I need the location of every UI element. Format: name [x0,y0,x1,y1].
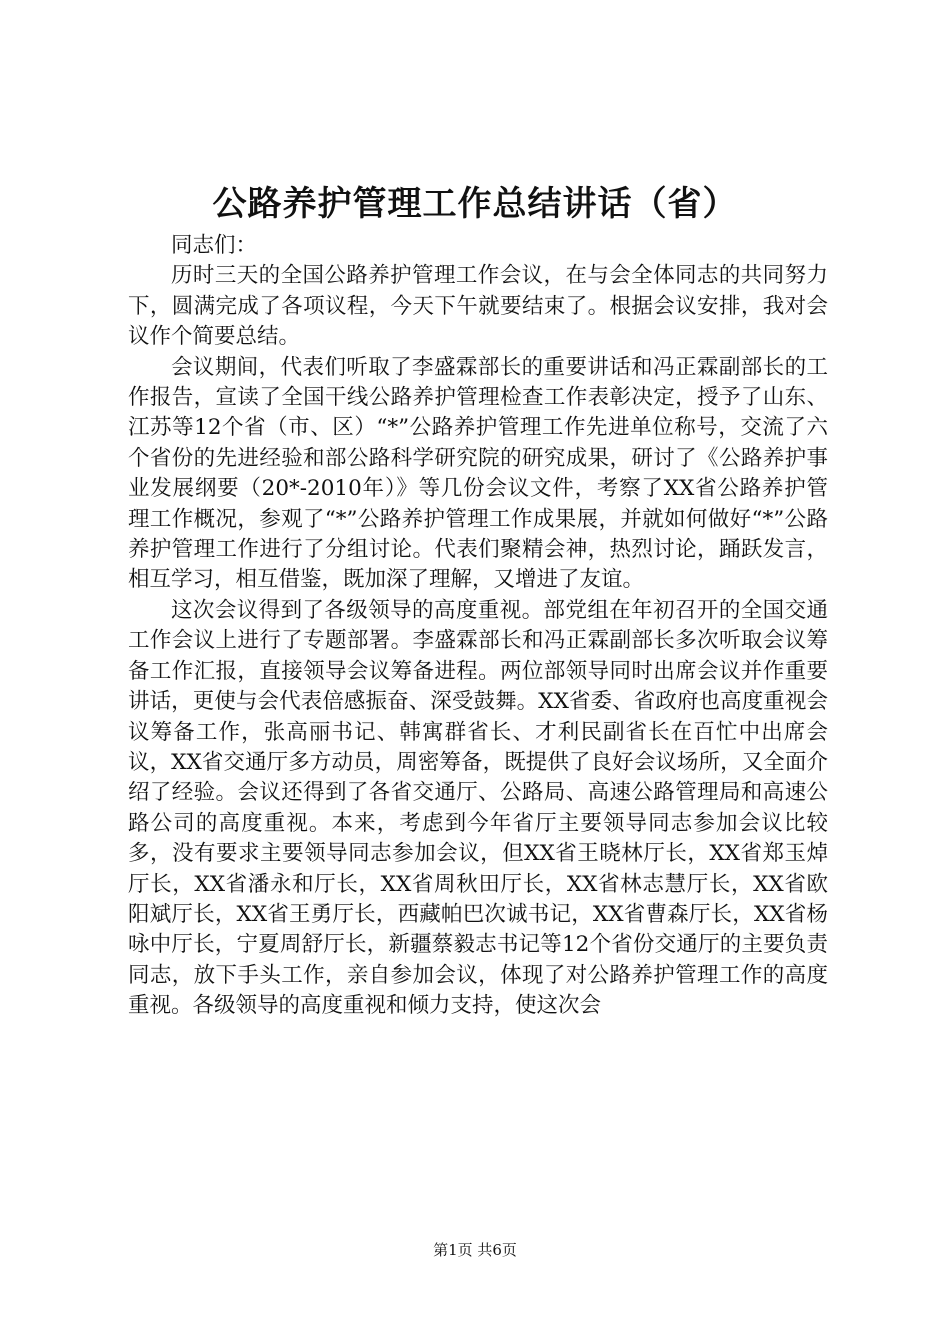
page-number-footer: 第1页 共6页 [433,1241,517,1259]
paragraph-2: 会议期间，代表们听取了李盛霖部长的重要讲话和冯正霖副部长的工作报告，宣读了全国干线公路养护管理检查工作表彰决定，授予了山东、江苏等12个省（市、区）“*”公路养护管理工作先进单位称号，交流了六个省份的先进经验和部公路科学研究院的研究成果，研讨了《公路养护事业发展纲要（20*-2010年）》等几份会议文件，考察了XX省公路养护管理工作概况，参观了“*”公路养护管理工作成果展，并就如何做好“*”公路养护管理工作进行了分组讨论。代表们聚精会神，热烈讨论，踊跃发言，相互学习，相互借鉴，既加深了理解，又增进了友谊。 [128,354,828,593]
document-title: 公路养护管理工作总结讲话（省） [212,184,738,224]
paragraph-1: 历时三天的全国公路养护管理工作会议，在与会全体同志的共同努力下，圆满完成了各项议程，今天下午就要结束了。根据会议安排，我对会议作个简要总结。 [128,263,828,350]
paragraph-3: 这次会议得到了各级领导的高度重视。部党组在年初召开的全国交通工作会议上进行了专题部署。李盛霖部长和冯正霖副部长多次听取会议筹备工作汇报，直接领导会议筹备进程。两位部领导同时出席会议并作重要讲话，更使与会代表倍感振奋、深受鼓舞。XX省委、省政府也高度重视会议筹备工作，张高丽书记、韩寓群省长、才利民副省长在百忙中出席会议，XX省交通厅多方动员，周密筹备，既提供了良好会议场所，又全面介绍了经验。会议还得到了各省交通厅、公路局、高速公路管理局和高速公路公司的高度重视。本来，考虑到今年省厅主要领导同志参加会议比较多，没有要求主要领导同志参加会议，但XX省王晓林厅长，XX省郑玉焯厅长，XX省潘永和厅长，XX省周秋田厅长，XX省林志慧厅长，XX省欧阳斌厅长，XX省王勇厅长，西藏帕巴次诚书记，XX省曹森厅长，XX省杨咏中厅长，宁夏周舒厅长，新疆蔡毅志书记等12个省份交通厅的主要负责同志，放下手头工作，亲自参加会议，体现了对公路养护管理工作的高度重视。各级领导的高度重视和倾力支持，使这次会 [128,597,828,1019]
document-body [128,231,828,1022]
salutation: 同志们： [171,233,258,258]
